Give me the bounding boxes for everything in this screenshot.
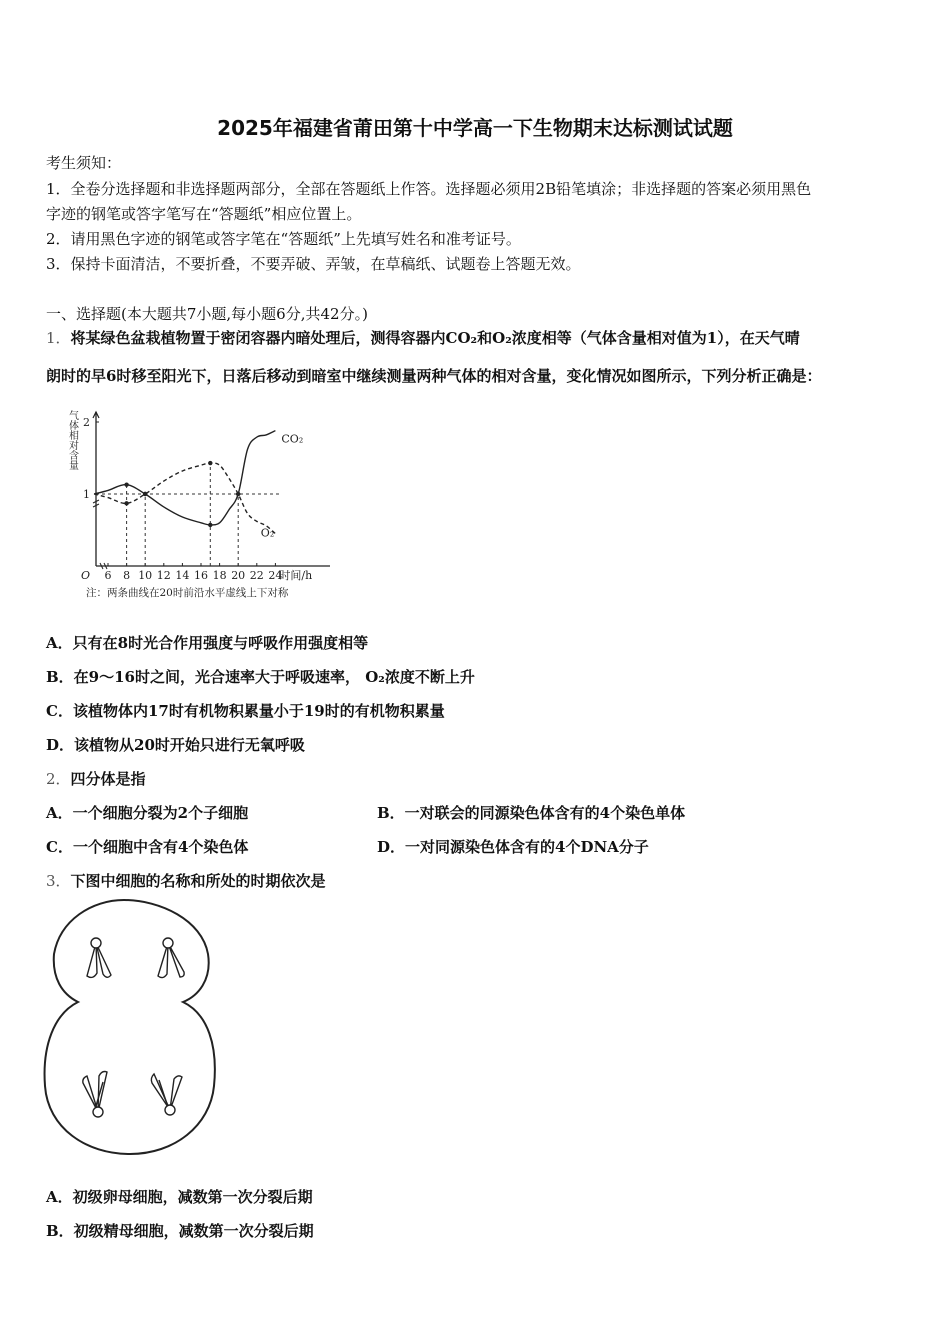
question-3-stem: [46, 870, 326, 891]
q1-option-b[interactable]: B．在9～16时之间，光合速率大于呼吸速率， O₂浓度不断上升: [46, 668, 475, 686]
cell-division-diagram: [40, 896, 222, 1158]
q1-option-a[interactable]: A．只有在8时光合作用强度与呼吸作用强度相等: [46, 634, 369, 652]
x-tick-label: 12: [156, 569, 171, 582]
x-tick-label: 10: [138, 569, 153, 582]
origin-label: O: [80, 569, 90, 582]
notice-heading: 考生须知：: [46, 154, 122, 172]
series-o2-label: O₂: [260, 526, 275, 540]
question-3-number: 3．: [46, 872, 71, 890]
gas-content-chart: [62, 398, 352, 610]
notice-item-2: 2．请用黑色字迹的钢笔或答字笔在“答题纸”上先填写姓名和准考证号。: [46, 230, 521, 248]
question-3-text: 下图中细胞的名称和所处的时期依次是: [70, 872, 326, 890]
x-tick-label: 18: [212, 569, 227, 582]
x-tick-label: 16: [194, 569, 208, 582]
q1-option-c[interactable]: C．该植物体内17时有机物积累量小于19时的有机物积累量: [46, 702, 445, 720]
q2-option-a[interactable]: A．一个细胞分裂为2个子细胞: [46, 804, 249, 822]
cell-membrane: [45, 900, 215, 1154]
question-2-number: 2．: [46, 770, 71, 788]
y-axis-label: 气体相对含量: [66, 410, 78, 470]
chart-note: 注：两条曲线在20时前沿水平虚线上下对称: [86, 587, 289, 599]
chromosome-bottom-left: [83, 1072, 107, 1118]
question-2-text: 四分体是指: [70, 770, 146, 788]
y-tick-label: 1: [83, 488, 90, 501]
series-o2-point: [124, 501, 128, 505]
notice-item-1-cont: 字迹的钢笔或答字笔写在“答题纸”相应位置上。: [46, 205, 362, 223]
notice-item-1: 1．全卷分选择题和非选择题两部分，全部在答题纸上作答。选择题必须用2B铅笔填涂；非选择题的答案必须用黑色: [46, 180, 812, 198]
q2-option-b[interactable]: B．一对联会的同源染色体含有的4个染色单体: [377, 804, 686, 822]
page-title: 2025年福建省莆田第十中学高一下生物期末达标测试试题: [217, 116, 733, 140]
series-co2-line: [94, 431, 275, 525]
chromosome-bottom-right: [151, 1074, 182, 1115]
q3-option-b[interactable]: B．初级精母细胞，减数第一次分裂后期: [46, 1222, 314, 1240]
x-tick-label: 6: [104, 569, 112, 582]
x-tick-label: 24: [268, 569, 283, 582]
notice-item-3: 3．保持卡面清洁，不要折叠，不要弄破、弄皱，在草稿纸、试题卷上答题无效。: [46, 255, 581, 273]
series-o2-point: [236, 492, 240, 496]
question-1-text: 将某绿色盆栽植物置于密闭容器内暗处理后，测得容器内CO₂和O₂浓度相等（气体含量相对值为1），在天气晴: [70, 329, 800, 347]
q1-option-d[interactable]: D．该植物从20时开始只进行无氧呼吸: [46, 736, 305, 754]
x-tick-label: 14: [175, 569, 190, 582]
question-1-stem-line2: 朗时的早6时移至阳光下，日落后移动到暗室中继续测量两种气体的相对含量，变化情况如图所示，下列分析正确是：: [46, 367, 822, 385]
y-tick-label: 2: [83, 416, 90, 429]
series-co2-point: [208, 523, 212, 527]
chromosome-top-right: [158, 938, 184, 978]
x-tick-label: 22: [249, 569, 264, 582]
series-o2-point: [143, 492, 147, 496]
q2-option-c[interactable]: C．一个细胞中含有4个染色体: [46, 838, 249, 856]
question-1-stem-line1: [46, 327, 800, 348]
section-heading: 一、选择题(本大题共7小题,每小题6分,共42分。): [46, 305, 368, 323]
series-o2-point: [208, 461, 212, 465]
series-o2-line: [94, 463, 275, 534]
series-co2-label: CO₂: [281, 432, 304, 446]
question-2-stem: [46, 768, 146, 789]
x-tick-label: 20: [231, 569, 246, 582]
q2-option-d[interactable]: D．一对同源染色体含有的4个DNA分子: [377, 838, 649, 856]
x-tick-label: 8: [123, 569, 131, 582]
series-co2-point: [124, 482, 128, 486]
question-1-number: 1．: [46, 329, 71, 347]
chromosome-top-left: [87, 938, 111, 977]
x-axis-label: 时间/h: [279, 569, 313, 582]
q3-option-a[interactable]: A．初级卵母细胞，减数第一次分裂后期: [46, 1188, 313, 1206]
